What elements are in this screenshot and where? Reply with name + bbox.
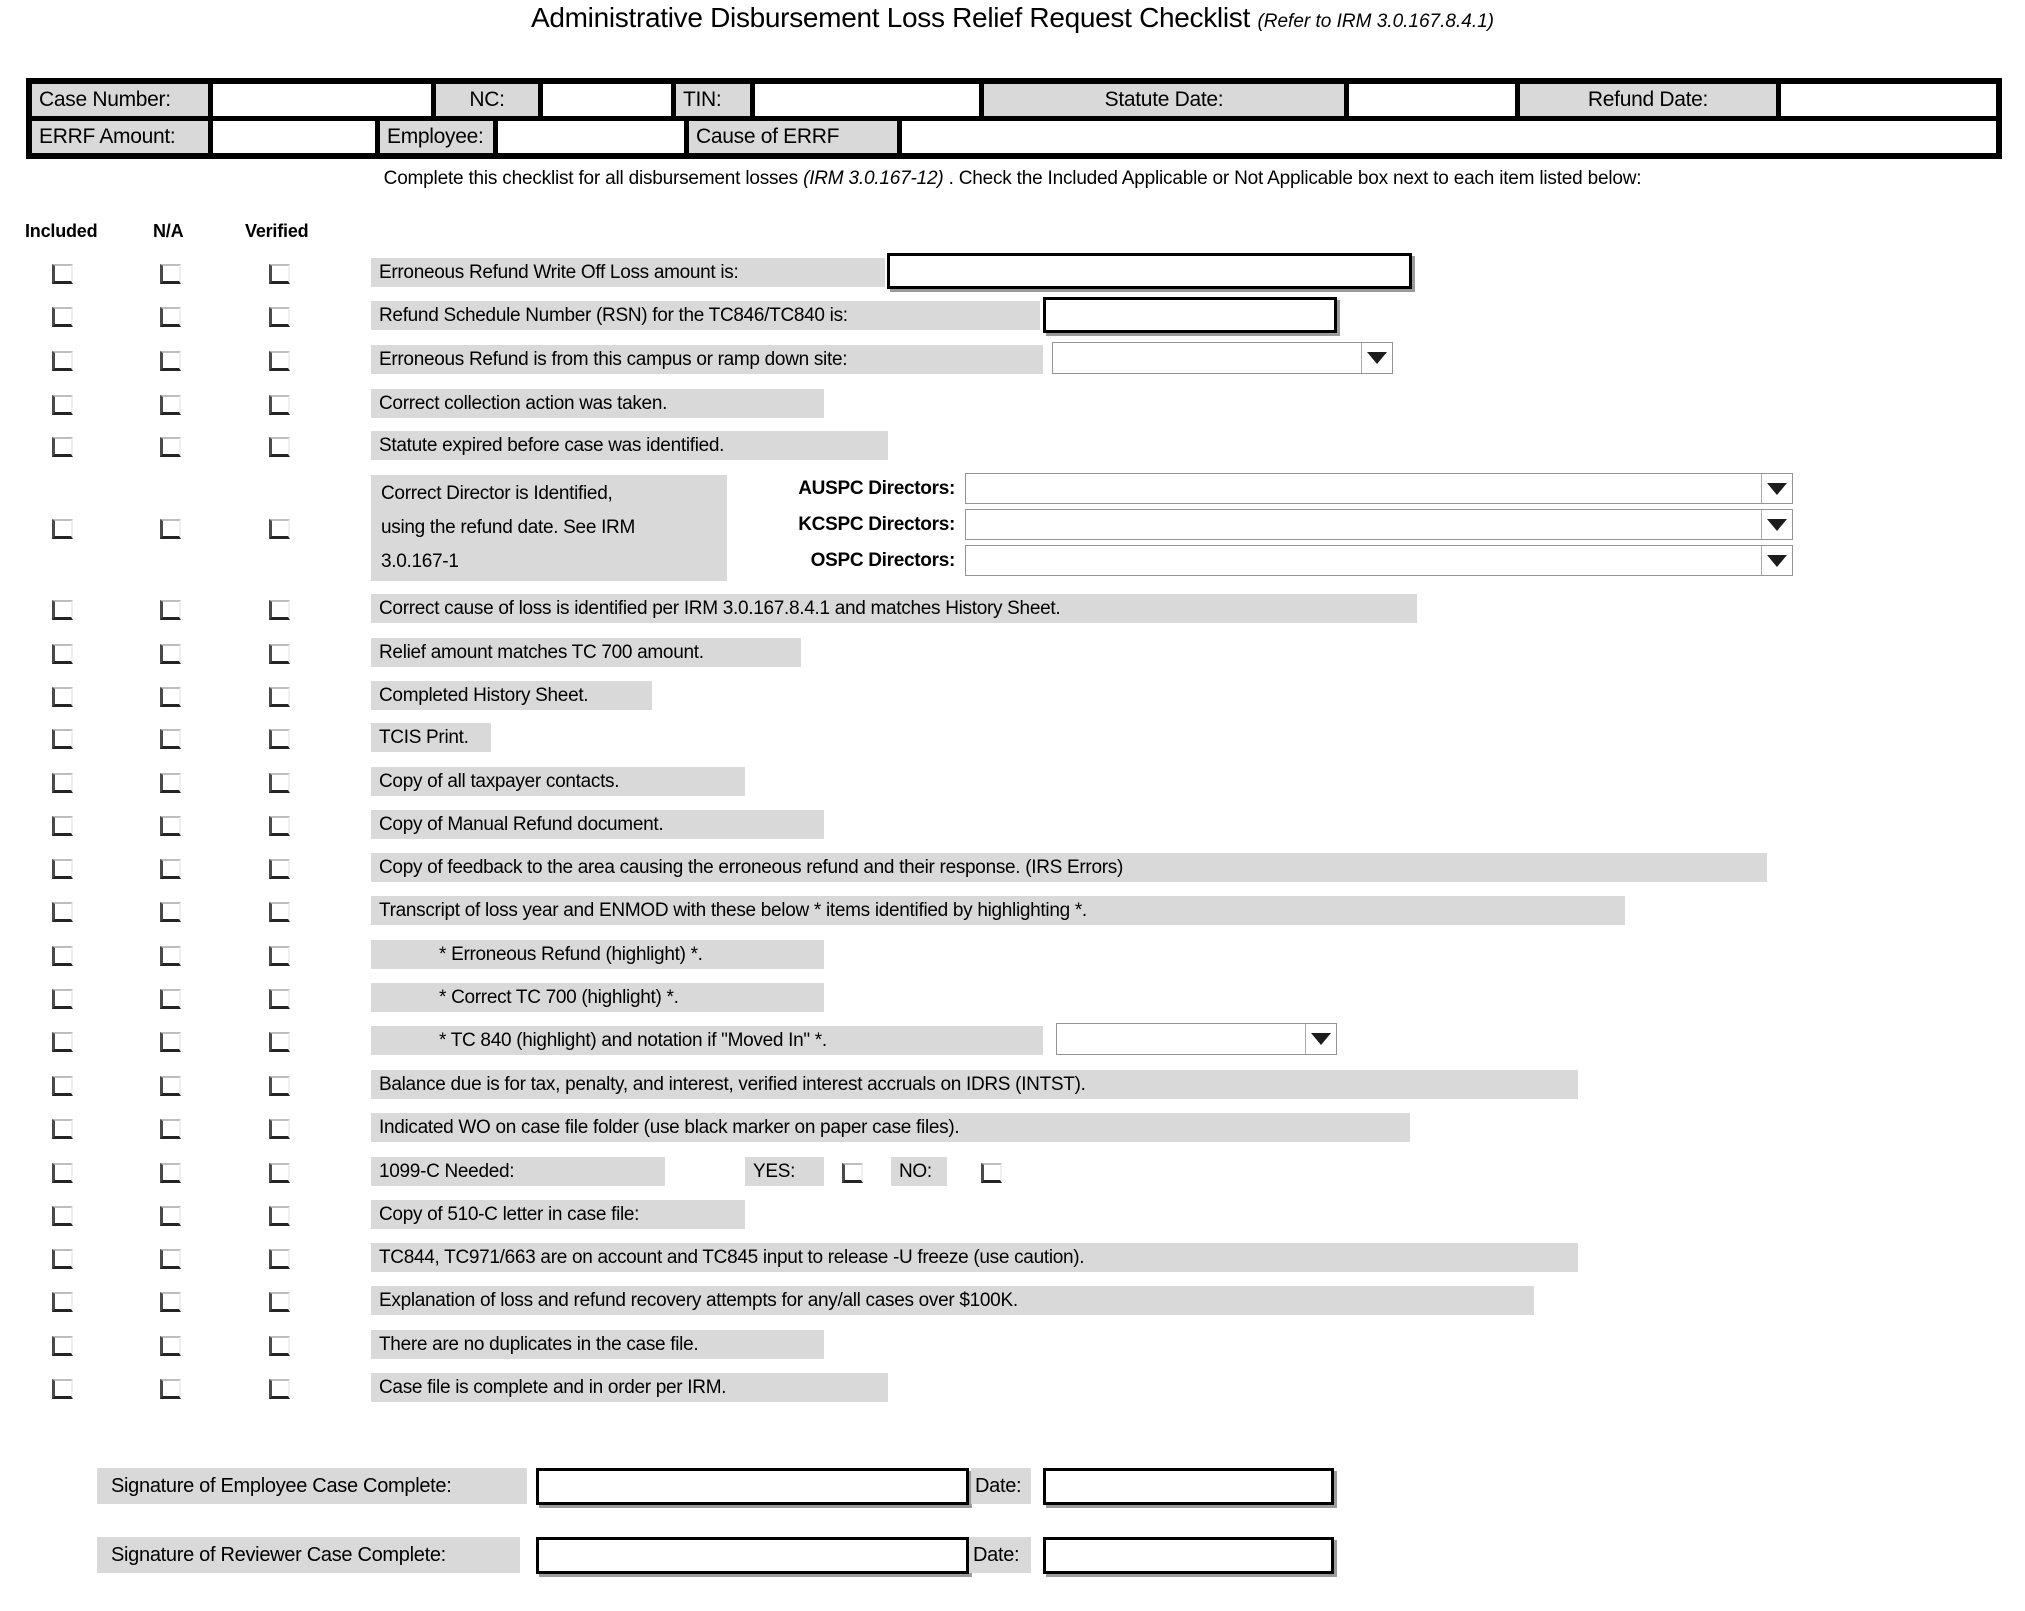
verified-checkbox[interactable]	[269, 1379, 290, 1399]
reviewer-date-label: Date:	[969, 1537, 1031, 1573]
dropdown-arrow-icon[interactable]	[1761, 474, 1792, 503]
checklist-row	[0, 767, 2025, 796]
included-checkbox[interactable]	[52, 946, 73, 966]
checklist-item-label: Completed History Sheet.	[371, 681, 652, 710]
statute-date-input[interactable]	[1349, 84, 1515, 116]
verified-checkbox[interactable]	[269, 1206, 290, 1226]
instruction-line	[0, 168, 2025, 190]
employee-signature-label: Signature of Employee Case Complete:	[97, 1468, 527, 1504]
director-label-line3: 3.0.167-1	[381, 551, 459, 572]
na-checkbox[interactable]	[160, 264, 181, 284]
included-checkbox[interactable]	[52, 351, 73, 371]
kcspc-directors-select[interactable]	[965, 509, 1793, 540]
checklist-row	[0, 1070, 2025, 1099]
dropdown-arrow-icon[interactable]	[1761, 546, 1792, 575]
na-checkbox[interactable]	[160, 816, 181, 836]
checklist-row	[0, 681, 2025, 710]
tin-input[interactable]	[755, 84, 979, 116]
included-checkbox[interactable]	[52, 729, 73, 749]
verified-checkbox[interactable]	[269, 1163, 290, 1183]
column-header-na: N/A	[153, 221, 184, 241]
dropdown-arrow-icon[interactable]	[1361, 343, 1392, 373]
header-row-2	[32, 121, 1996, 153]
checklist-item-label: Erroneous Refund Write Off Loss amount is:	[371, 258, 885, 287]
checklist-item-label: Refund Schedule Number (RSN) for the TC846/TC840 is:	[371, 301, 1040, 330]
directors-row	[0, 473, 2025, 581]
nc-label: NC:	[436, 84, 538, 116]
ospc-directors-select[interactable]	[965, 545, 1793, 576]
refund-date-input[interactable]	[1781, 84, 1996, 116]
tin-label: TIN:	[676, 84, 750, 116]
campus-site-select[interactable]	[1052, 342, 1393, 374]
verified-checkbox[interactable]	[269, 946, 290, 966]
na-checkbox[interactable]	[160, 644, 181, 664]
included-checkbox[interactable]	[52, 773, 73, 793]
na-checkbox[interactable]	[160, 1163, 181, 1183]
checklist-item-label: * Erroneous Refund (highlight) *.	[371, 940, 824, 969]
checklist-item-label: Erroneous Refund is from this campus or ramp down site:	[371, 345, 1043, 374]
verified-checkbox[interactable]	[269, 307, 290, 327]
verified-checkbox[interactable]	[269, 600, 290, 620]
included-checkbox[interactable]	[52, 1292, 73, 1312]
checklist-item-label: * Correct TC 700 (highlight) *.	[371, 983, 824, 1012]
included-checkbox[interactable]	[52, 600, 73, 620]
checklist-item-label: Statute expired before case was identified.	[371, 431, 888, 460]
reviewer-signature-input[interactable]	[536, 1537, 969, 1574]
na-checkbox[interactable]	[160, 600, 181, 620]
included-checkbox[interactable]	[52, 1119, 73, 1139]
header-row-1	[32, 84, 1996, 116]
director-label-line2: using the refund date. See IRM	[381, 517, 635, 538]
included-checkbox[interactable]	[52, 1163, 73, 1183]
verified-checkbox[interactable]	[269, 644, 290, 664]
checklist-item-label: TC844, TC971/663 are on account and TC845 input to release -U freeze (use caution).	[371, 1243, 1578, 1272]
na-checkbox[interactable]	[160, 1032, 181, 1052]
dropdown-arrow-icon[interactable]	[1305, 1024, 1336, 1054]
checklist-row	[0, 638, 2025, 667]
included-checkbox[interactable]	[52, 1379, 73, 1399]
column-header-verified: Verified	[245, 221, 309, 241]
na-checkbox[interactable]	[160, 1292, 181, 1312]
checklist-row	[0, 258, 2025, 287]
verified-checkbox[interactable]	[269, 989, 290, 1009]
checklist-row	[0, 345, 2025, 374]
verified-checkbox[interactable]	[269, 1292, 290, 1312]
checklist-row	[0, 1373, 2025, 1402]
na-checkbox[interactable]	[160, 1249, 181, 1269]
checklist-item-label: * TC 840 (highlight) and notation if "Moved In" *.	[371, 1026, 1043, 1055]
instruction-irm: (IRM 3.0.167-12)	[803, 168, 944, 189]
instruction-pre: Complete this checklist for all disbursement losses	[383, 168, 804, 189]
errf-amount-label: ERRF Amount:	[32, 121, 208, 153]
included-checkbox[interactable]	[52, 437, 73, 457]
checklist-row	[0, 1200, 2025, 1229]
na-checkbox[interactable]	[160, 989, 181, 1009]
checklist-item-label: Balance due is for tax, penalty, and interest, verified interest accruals on IDRS (INTST).	[371, 1070, 1578, 1099]
na-checkbox[interactable]	[160, 729, 181, 749]
checklist-item-label: Case file is complete and in order per IRM.	[371, 1373, 888, 1402]
na-checkbox[interactable]	[160, 773, 181, 793]
employee-date-input[interactable]	[1043, 1468, 1334, 1505]
write-off-loss-amount-input[interactable]	[887, 253, 1412, 289]
yes-label: YES:	[745, 1157, 824, 1186]
included-checkbox[interactable]	[52, 1206, 73, 1226]
na-checkbox[interactable]	[160, 395, 181, 415]
verified-checkbox[interactable]	[269, 395, 290, 415]
reviewer-signature-row	[0, 1537, 2025, 1575]
reviewer-signature-label: Signature of Reviewer Case Complete:	[97, 1537, 520, 1573]
auspc-directors-label: AUSPC Directors:	[798, 478, 955, 499]
nc-input[interactable]	[543, 84, 671, 116]
included-checkbox[interactable]	[52, 902, 73, 922]
na-checkbox[interactable]	[160, 902, 181, 922]
checklist-row	[0, 896, 2025, 925]
checklist-item-label: Indicated WO on case file folder (use black marker on paper case files).	[371, 1113, 1410, 1142]
page-title-main: Administrative Disbursement Loss Relief Request Checklist	[530, 2, 1250, 33]
checklist-item-label: Relief amount matches TC 700 amount.	[371, 638, 801, 667]
na-checkbox[interactable]	[160, 1076, 181, 1096]
auspc-directors-select[interactable]	[965, 473, 1793, 504]
included-checkbox[interactable]	[52, 1336, 73, 1356]
checklist-row	[0, 723, 2025, 752]
director-label-line1: Correct Director is Identified,	[381, 483, 613, 504]
checklist-row	[0, 983, 2025, 1012]
checklist-row	[0, 1026, 2025, 1055]
checklist-row	[0, 1113, 2025, 1142]
included-checkbox[interactable]	[52, 1249, 73, 1269]
case-number-label: Case Number:	[32, 84, 208, 116]
verified-checkbox[interactable]	[269, 1119, 290, 1139]
errf-amount-input[interactable]	[213, 121, 375, 153]
included-checkbox[interactable]	[52, 519, 73, 539]
checklist-item-label: Transcript of loss year and ENMOD with these below * items identified by highlighting *.	[371, 896, 1625, 925]
checklist-row	[0, 301, 2025, 330]
na-checkbox[interactable]	[160, 307, 181, 327]
reviewer-date-input[interactable]	[1043, 1537, 1334, 1574]
na-checkbox[interactable]	[160, 946, 181, 966]
na-checkbox[interactable]	[160, 437, 181, 457]
verified-checkbox[interactable]	[269, 519, 290, 539]
na-checkbox[interactable]	[160, 351, 181, 371]
case-number-input[interactable]	[213, 84, 431, 116]
verified-checkbox[interactable]	[269, 687, 290, 707]
checklist-row	[0, 853, 2025, 882]
checklist-row	[0, 431, 2025, 460]
included-checkbox[interactable]	[52, 859, 73, 879]
no-checkbox[interactable]	[981, 1163, 1002, 1183]
tc840-moved-in-select[interactable]	[1056, 1023, 1337, 1055]
dropdown-arrow-icon[interactable]	[1761, 510, 1792, 539]
na-checkbox[interactable]	[160, 1206, 181, 1226]
statute-date-label: Statute Date:	[984, 84, 1344, 116]
checklist-item-label: Copy of Manual Refund document.	[371, 810, 824, 839]
na-checkbox[interactable]	[160, 519, 181, 539]
included-checkbox[interactable]	[52, 1076, 73, 1096]
kcspc-directors-label: KCSPC Directors:	[798, 514, 955, 535]
director-identified-label	[371, 475, 727, 581]
verified-checkbox[interactable]	[269, 816, 290, 836]
ospc-directors-label: OSPC Directors:	[810, 550, 955, 571]
employee-signature-input[interactable]	[536, 1468, 969, 1505]
page-title	[0, 2, 2025, 34]
included-checkbox[interactable]	[52, 395, 73, 415]
verified-checkbox[interactable]	[269, 351, 290, 371]
verified-checkbox[interactable]	[269, 437, 290, 457]
column-header-included: Included	[25, 221, 98, 241]
checklist-row	[0, 594, 2025, 623]
employee-label: Employee:	[380, 121, 493, 153]
verified-checkbox[interactable]	[269, 1032, 290, 1052]
verified-checkbox[interactable]	[269, 729, 290, 749]
checklist-row	[0, 810, 2025, 839]
included-checkbox[interactable]	[52, 989, 73, 1009]
verified-checkbox[interactable]	[269, 1249, 290, 1269]
verified-checkbox[interactable]	[269, 1336, 290, 1356]
no-label: NO:	[891, 1157, 947, 1186]
na-checkbox[interactable]	[160, 1379, 181, 1399]
checklist-item-label: Correct collection action was taken.	[371, 389, 824, 418]
na-checkbox[interactable]	[160, 1336, 181, 1356]
employee-signature-row	[0, 1468, 2025, 1506]
verified-checkbox[interactable]	[269, 264, 290, 284]
included-checkbox[interactable]	[52, 264, 73, 284]
employee-input[interactable]	[498, 121, 684, 153]
refund-date-label: Refund Date:	[1520, 84, 1776, 116]
cause-of-errf-label: Cause of ERRF	[689, 121, 897, 153]
included-checkbox[interactable]	[52, 687, 73, 707]
na-checkbox[interactable]	[160, 687, 181, 707]
checklist-row	[0, 389, 2025, 418]
na-checkbox[interactable]	[160, 1119, 181, 1139]
checklist-item-label: Copy of all taxpayer contacts.	[371, 767, 745, 796]
employee-date-label: Date:	[971, 1468, 1031, 1504]
checklist-item-label: Copy of feedback to the area causing the erroneous refund and their response. (IRS Errors)	[371, 853, 1767, 882]
checklist-row	[0, 1286, 2025, 1315]
checklist-row	[0, 1330, 2025, 1359]
checklist-item-label: There are no duplicates in the case file.	[371, 1330, 824, 1359]
na-checkbox[interactable]	[160, 859, 181, 879]
included-checkbox[interactable]	[52, 644, 73, 664]
included-checkbox[interactable]	[52, 307, 73, 327]
checklist-item-label: Correct cause of loss is identified per IRM 3.0.167.8.4.1 and matches History Sheet.	[371, 594, 1417, 623]
checklist-row-1099c	[0, 1157, 2025, 1186]
instruction-post: . Check the Included Applicable or Not Applicable box next to each item listed below:	[943, 168, 1642, 189]
yes-checkbox[interactable]	[842, 1163, 863, 1183]
checklist-item-label: 1099-C Needed:	[371, 1157, 665, 1186]
verified-checkbox[interactable]	[269, 859, 290, 879]
checklist-row	[0, 1243, 2025, 1272]
checklist-item-label: Copy of 510-C letter in case file:	[371, 1200, 745, 1229]
checklist-row	[0, 940, 2025, 969]
page-title-refer: (Refer to IRM 3.0.167.8.4.1)	[1257, 11, 1494, 32]
verified-checkbox[interactable]	[269, 1076, 290, 1096]
included-checkbox[interactable]	[52, 1032, 73, 1052]
verified-checkbox[interactable]	[269, 773, 290, 793]
included-checkbox[interactable]	[52, 816, 73, 836]
verified-checkbox[interactable]	[269, 902, 290, 922]
checklist-item-label: TCIS Print.	[371, 723, 491, 752]
rsn-input[interactable]	[1043, 297, 1337, 333]
cause-of-errf-input[interactable]	[902, 121, 1996, 153]
case-header-table	[26, 78, 2002, 159]
checklist-item-label: Explanation of loss and refund recovery attempts for any/all cases over $100K.	[371, 1286, 1534, 1315]
